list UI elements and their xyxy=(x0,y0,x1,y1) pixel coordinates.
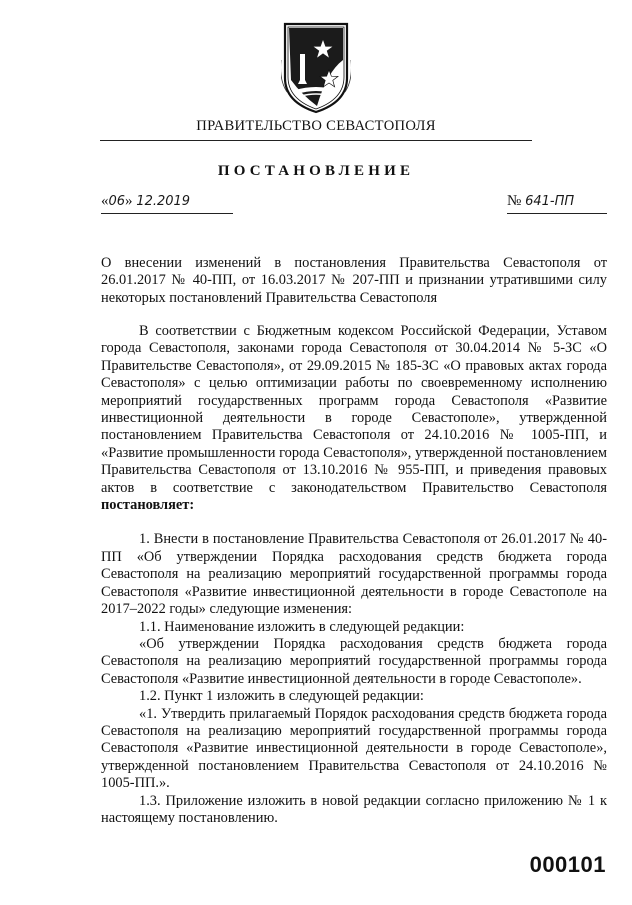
item-1-2-text: «1. Утвердить прилагаемый Порядок расходования средств бюджета города Севастополя на реализацию мероприятий государственной программы города Севастополя «Развитие инвестиционной деятельности в городе Севастополе», утвержденной постановлением Правительства Севастополя от 24.10.2016 № 1005-ПП.». xyxy=(101,705,607,792)
number-value-handwritten: 641-ПП xyxy=(525,194,575,209)
date-open-quote: « xyxy=(101,193,109,209)
item-1-1-text: «Об утверждении Порядка расходования средств бюджета города Севастополя на реализацию мероприятий государственной программы города Севастополя «Развитие инвестиционной деятельности в городе Севастополе». xyxy=(101,635,607,687)
item-1: 1. Внести в постановление Правительства Севастополя от 26.01.2017 № 40-ПП «Об утверждении Порядка расходования средств бюджета города Севастополя на реализацию мероприятий государственной программы города Севастополя «Развитие инвестиционной деятельности в городе Севастополе на 2017–2022 годы» следующие изменения: xyxy=(101,531,607,618)
government-divider xyxy=(100,140,532,141)
form-serial-number: 000101 xyxy=(529,852,606,877)
item-1-3: 1.3. Приложение изложить в новой редакции согласно приложению № 1 к настоящему постановлению. xyxy=(101,792,607,826)
item-1-2: 1.2. Пункт 1 изложить в следующей редакции: xyxy=(139,688,424,705)
date-day-handwritten: 06 xyxy=(108,194,126,209)
preamble-emphasis: постановляет: xyxy=(101,497,195,514)
preamble-paragraph xyxy=(101,323,607,514)
date-close-quote: » xyxy=(125,193,133,209)
number-sign: № xyxy=(507,193,522,209)
document-type-heading: ПОСТАНОВЛЕНИЕ xyxy=(217,163,415,179)
government-name: ПРАВИТЕЛЬСТВО СЕВАСТОПОЛЯ xyxy=(196,118,436,134)
document-body xyxy=(101,323,607,827)
item-1-1: 1.1. Наименование изложить в следующей редакции: xyxy=(139,618,465,635)
document-title: О внесении изменений в постановления Правительства Севастополя от 26.01.2017 № 40-ПП, от 16.03.2017 № 207-ПП и признании утратившими силу некоторых постановлений Правительства Севастополя xyxy=(101,255,607,306)
preamble-text: В соответствии с Бюджетным кодексом Российской Федерации, Уставом города Севастополя, законами города Севастополя от 30.04.2014 № 5-ЗС «О Правительстве Севастополя», от 29.09.2015 № 185-ЗС «О правовых актах города Севастополя» с целью оптимизации работы по своевременному исполнению мероприятий государственных программ города Севастополя «Развитие инвестиционной деятельности в городе Севастополе», утвержденной постановлением Правительства Севастополя от 24.10.2016 № 1005-ПП, и «Развитие промышленности города Севастополя», утвержденной постановлением Правительства Севастополя от 13.10.2016 № 955-ПП, и приведения правовых актов в соответствие с законодательством Правительство Севастополя xyxy=(101,323,607,496)
sevastopol-coat-of-arms-emblem xyxy=(281,20,351,116)
document-date xyxy=(101,193,233,214)
date-month-year-handwritten: 12.2019 xyxy=(136,194,191,209)
document-number xyxy=(507,193,607,214)
